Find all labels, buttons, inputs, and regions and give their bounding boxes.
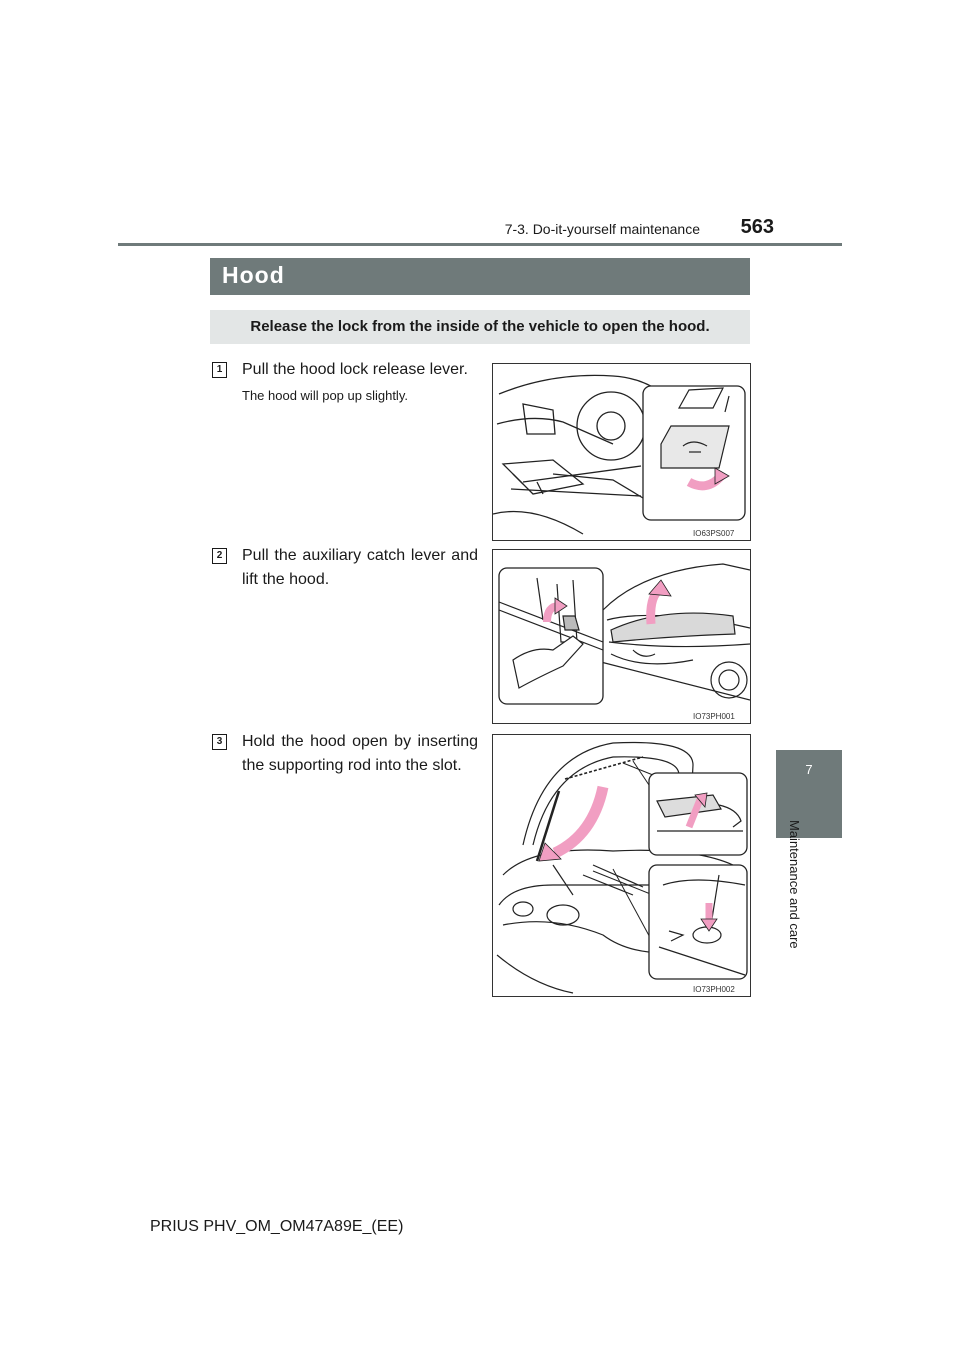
chapter-title: Maintenance and care: [787, 820, 802, 949]
step-1-badge: 1: [212, 362, 227, 378]
support-rod-illustration: [493, 735, 750, 996]
step-3-badge: 3: [212, 734, 227, 750]
step-3-text: Hold the hood open by inserting the supporting rod into the slot.: [242, 733, 478, 774]
page-title: Hood: [222, 262, 285, 288]
figure-code: IO63PS007: [693, 529, 735, 538]
inset-frame-bottom: [649, 865, 747, 979]
figure-code: IO73PH001: [693, 712, 735, 721]
step-3-illustration: [492, 734, 751, 997]
insert-arrow: [555, 787, 603, 853]
chapter-number: 7: [805, 762, 813, 777]
figure-code: IO73PH002: [693, 985, 735, 994]
header-rule: [118, 243, 842, 246]
section-heading: 7-3. Do-it-yourself maintenance: [504, 221, 700, 237]
page-number: 563: [740, 216, 774, 238]
step-2-text: Pull the auxiliary catch lever and lift the hood.: [242, 547, 478, 588]
hood-release-lever-illustration: [493, 364, 750, 540]
chapter-title-vertical: [786, 820, 802, 970]
auxiliary-catch-illustration: [493, 550, 750, 723]
subtitle: Release the lock from the inside of the vehicle to open the hood.: [250, 318, 710, 335]
step-2-illustration: [492, 549, 751, 724]
step-1-note: The hood will pop up slightly.: [242, 388, 408, 403]
step-1-illustration: [492, 363, 751, 541]
footer-document-code: PRIUS PHV_OM_OM47A89E_(EE): [150, 1218, 404, 1235]
step-1-text: Pull the hood lock release lever.: [242, 361, 468, 378]
step-2-badge: 2: [212, 548, 227, 564]
title-bar: [210, 258, 750, 295]
